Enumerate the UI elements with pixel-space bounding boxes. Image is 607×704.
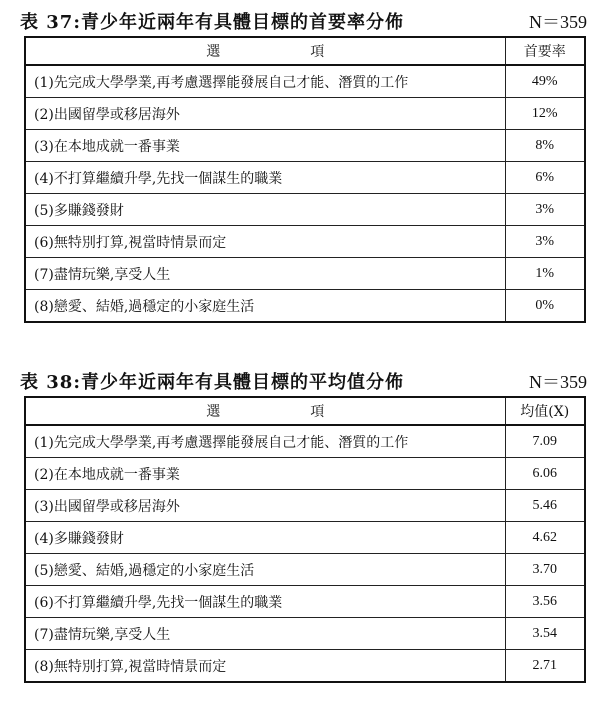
row-item: (6)無特別打算,視當時情景而定 xyxy=(25,226,505,258)
table-37-header-value: 首要率 xyxy=(505,37,585,65)
table-38 xyxy=(24,396,586,683)
row-value: 12% xyxy=(505,98,585,130)
table-38-title: 表 38:青少年近兩年有具體目標的平均值分佈 xyxy=(20,372,404,393)
table-row xyxy=(25,458,585,490)
row-item: (3)在本地成就一番事業 xyxy=(25,130,505,162)
row-value: 6% xyxy=(505,162,585,194)
table-row xyxy=(25,258,585,290)
table-37 xyxy=(24,36,586,323)
row-item: (8)戀愛、結婚,過穩定的小家庭生活 xyxy=(25,290,505,323)
row-value: 3% xyxy=(505,194,585,226)
row-value: 5.46 xyxy=(505,490,585,522)
row-value: 1% xyxy=(505,258,585,290)
row-value: 2.71 xyxy=(505,650,585,683)
table-37-header-item: 選項 xyxy=(25,37,505,65)
table-row xyxy=(25,98,585,130)
row-value: 49% xyxy=(505,65,585,98)
table-row xyxy=(25,194,585,226)
table-37-header-row xyxy=(25,37,585,65)
row-item: (6)不打算繼續升學,先找一個謀生的職業 xyxy=(25,586,505,618)
row-item: (4)多賺錢發財 xyxy=(25,522,505,554)
row-item: (4)不打算繼續升學,先找一個謀生的職業 xyxy=(25,162,505,194)
table-37-title: 表 37:青少年近兩年有具體目標的首要率分佈 xyxy=(20,12,404,33)
row-item: (3)出國留學或移居海外 xyxy=(25,490,505,522)
table-37-caption xyxy=(20,4,587,36)
row-item: (7)盡情玩樂,享受人生 xyxy=(25,618,505,650)
row-item: (5)多賺錢發財 xyxy=(25,194,505,226)
table-38-header-item: 選項 xyxy=(25,397,505,425)
table-38-header-value: 均值(X) xyxy=(505,397,585,425)
table-38-section xyxy=(20,364,587,683)
row-item: (7)盡情玩樂,享受人生 xyxy=(25,258,505,290)
row-item: (1)先完成大學學業,再考慮選擇能發展自己才能、潛質的工作 xyxy=(25,425,505,458)
row-value: 4.62 xyxy=(505,522,585,554)
table-row xyxy=(25,226,585,258)
table-row xyxy=(25,490,585,522)
table-row xyxy=(25,554,585,586)
row-value: 3.54 xyxy=(505,618,585,650)
table-row xyxy=(25,618,585,650)
row-value: 3.70 xyxy=(505,554,585,586)
row-value: 7.09 xyxy=(505,425,585,458)
table-row xyxy=(25,130,585,162)
table-37-section xyxy=(20,4,587,323)
table-38-header-row xyxy=(25,397,585,425)
table-row xyxy=(25,586,585,618)
table-row xyxy=(25,522,585,554)
row-value: 8% xyxy=(505,130,585,162)
table-37-sample-size: N＝359 xyxy=(529,12,587,32)
table-row xyxy=(25,290,585,323)
row-item: (5)戀愛、結婚,過穩定的小家庭生活 xyxy=(25,554,505,586)
row-value: 3% xyxy=(505,226,585,258)
row-value: 3.56 xyxy=(505,586,585,618)
row-item: (8)無特別打算,視當時情景而定 xyxy=(25,650,505,683)
table-row xyxy=(25,425,585,458)
row-item: (2)出國留學或移居海外 xyxy=(25,98,505,130)
table-row xyxy=(25,650,585,683)
table-38-caption xyxy=(20,364,587,396)
row-item: (1)先完成大學學業,再考慮選擇能發展自己才能、潛質的工作 xyxy=(25,65,505,98)
row-value: 6.06 xyxy=(505,458,585,490)
table-row xyxy=(25,65,585,98)
table-38-sample-size: N＝359 xyxy=(529,372,587,392)
table-row xyxy=(25,162,585,194)
row-value: 0% xyxy=(505,290,585,323)
row-item: (2)在本地成就一番事業 xyxy=(25,458,505,490)
